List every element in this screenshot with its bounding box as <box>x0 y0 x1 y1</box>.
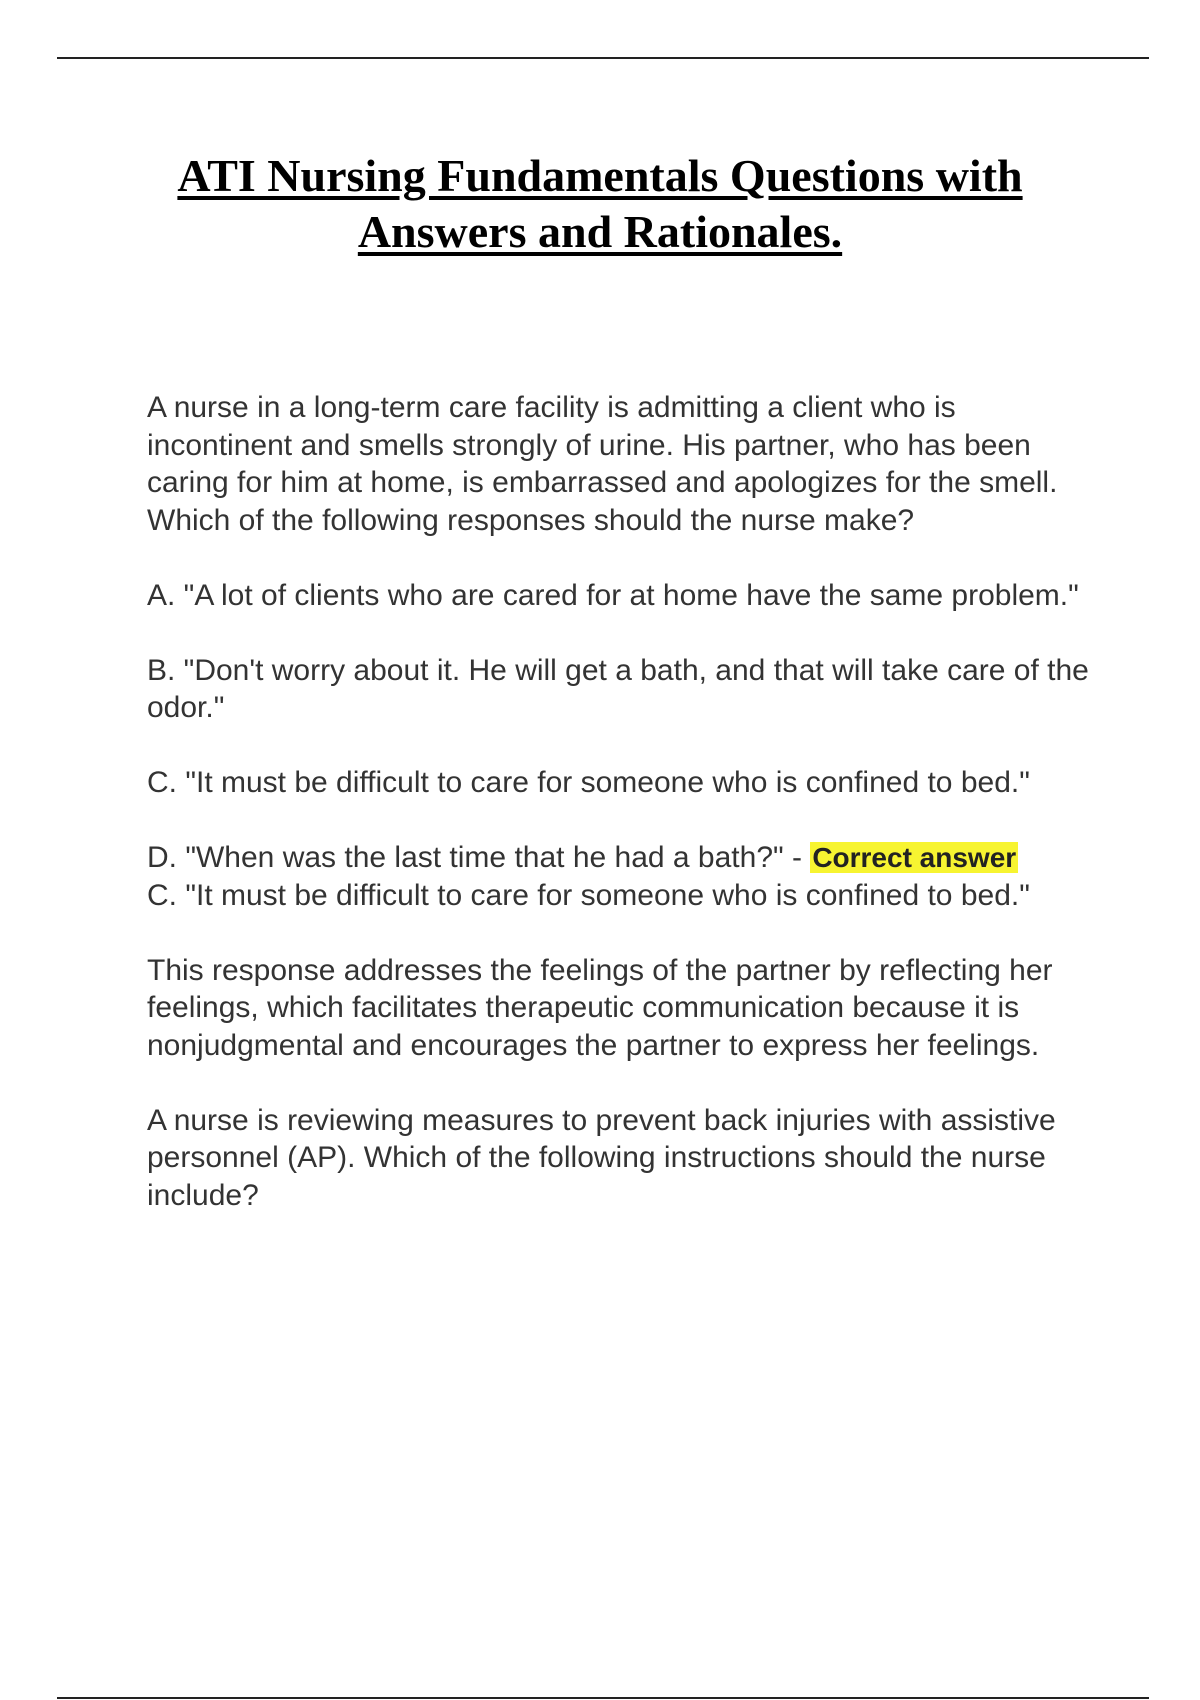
question-1-answer-block <box>147 839 1097 914</box>
question-1-stem: A nurse in a long-term care facility is admitting a client who is incontinent and smells strongly of urine. His partner, who has been caring for him at home, is embarrassed and apologizes for the smell. Which of the following responses should the nurse make? <box>147 391 1058 537</box>
header-rule <box>57 57 1149 59</box>
question-1-option-c: C. "It must be difficult to care for someone who is confined to bed." <box>147 766 1030 799</box>
question-1-option-b: B. "Don't worry about it. He will get a bath, and that will take care of the odor." <box>147 653 1089 724</box>
correct-answer-text: C. "It must be difficult to care for someone who is confined to bed." <box>147 878 1030 912</box>
correct-answer-label: Correct answer <box>812 842 1017 873</box>
question-1-rationale: This response addresses the feelings of the partner by reflecting her feelings, which facilitates therapeutic communication because it is nonjudgmental and encourages the partner to express her feelings. <box>147 953 1053 1062</box>
question-1-option-a: A. "A lot of clients who are cared for at home have the same problem." <box>147 578 1079 612</box>
question-1-option-d: D. "When was the last time that he had a bath?" - <box>147 841 811 874</box>
title-line-1: ATI Nursing Fundamentals Questions with <box>177 150 1023 201</box>
footer-rule <box>57 1697 1149 1699</box>
question-2-stem: A nurse is reviewing measures to prevent back injuries with assistive personnel (AP). Which of the following instructions should the nurse include? <box>147 1103 1056 1212</box>
document-body <box>147 389 1097 1252</box>
document-title <box>0 148 1200 260</box>
title-line-2: Answers and Rationales. <box>357 206 843 257</box>
